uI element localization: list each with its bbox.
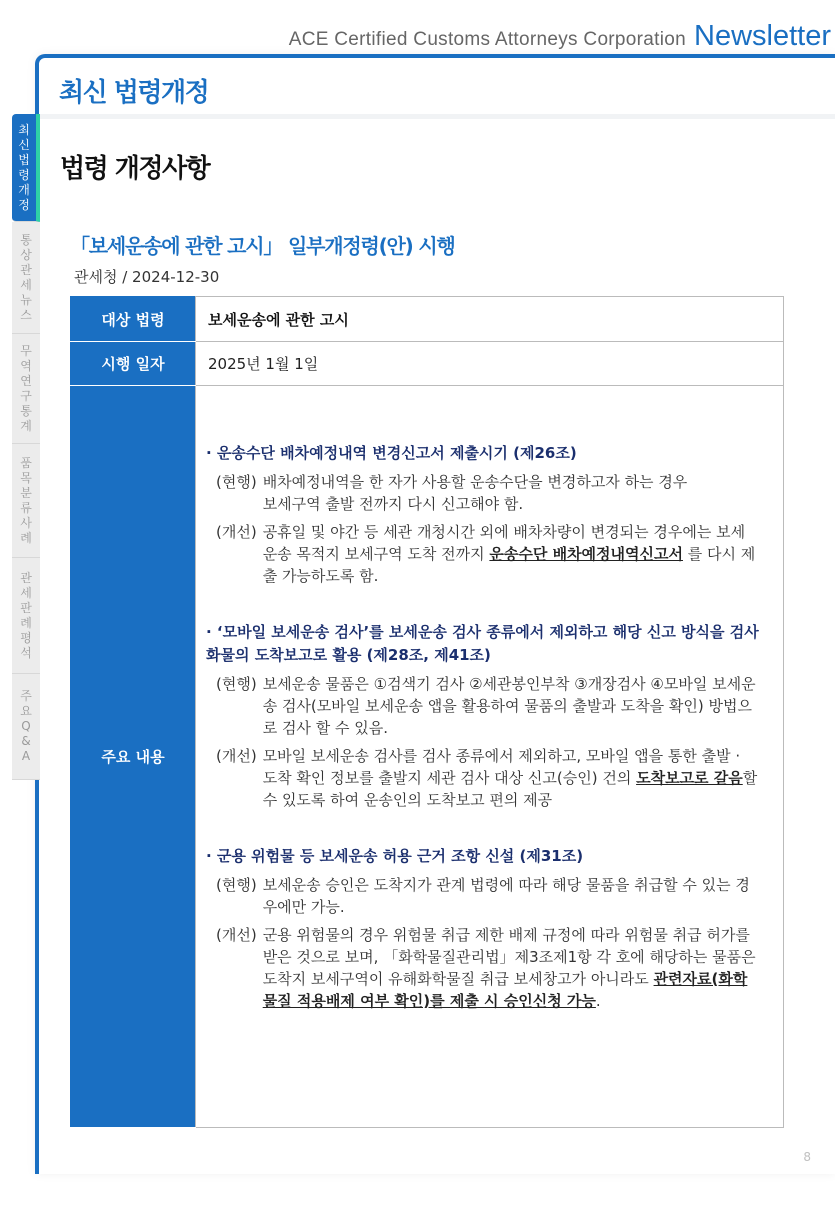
table-row xyxy=(71,342,784,386)
side-tab-label: 통상관세뉴스 xyxy=(20,232,32,322)
section-title: 최신 법령개정 xyxy=(59,78,209,108)
page-heading: 법령 개정사항 xyxy=(60,154,210,184)
rule-text: 배차예정내역을 한 자가 사용할 운송수단을 변경하고자 하는 경우 xyxy=(262,473,688,491)
side-tab-qna[interactable] xyxy=(12,674,40,780)
rule-text: 보세운송 승인은 도착지가 관계 법령에 따라 해당 물품을 취급할 수 있는 경우에만 가능. xyxy=(262,876,750,916)
rule-text: 군용 위험물의 경우 위험물 취급 제한 배제 규정에 따라 위험물 취급 허가를 받은 것으로 보며, 「화학물질관리법」제3조제1항 각 호에 해당하는 물품은 도착지 보세구역이 유해화학물질 취급 보세창고가 아니라도 xyxy=(262,926,756,988)
amendment-item xyxy=(206,442,759,587)
row-label: 시행 일자 xyxy=(71,342,196,386)
main-content-cell xyxy=(196,386,784,1128)
amendment-item-title: · ‘모바일 보세운송 검사’를 보세운송 검사 종류에서 제외하고 해당 신고 방식을 검사화물의 도착보고로 활용 (제28조, 제41조) xyxy=(206,623,759,664)
side-tab-case-review[interactable] xyxy=(12,558,40,674)
improved-tag: (개선) xyxy=(216,926,257,944)
emphasis-text: 도착보고로 갈음 xyxy=(636,769,743,787)
current-rule xyxy=(206,471,759,515)
side-tab-label: 주요Q&A xyxy=(20,689,32,763)
company-name: ACE Certified Customs Attorneys Corporation xyxy=(288,29,686,50)
improved-tag: (개선) xyxy=(216,523,257,541)
amendment-item xyxy=(206,845,759,1012)
improved-rule xyxy=(206,745,759,811)
side-tab-label: 최신법령개정 xyxy=(18,122,30,212)
table-row xyxy=(71,386,784,1128)
emphasis-text: 운송수단 배차예정내역신고서 xyxy=(489,545,683,563)
side-tab-label: 무역연구통계 xyxy=(20,343,32,433)
rule-text: 보세구역 출발 전까지 다시 신고해야 함. xyxy=(262,495,524,513)
improved-rule xyxy=(206,521,759,587)
amendment-table xyxy=(70,296,784,1128)
table-row xyxy=(71,297,784,342)
improved-tag: (개선) xyxy=(216,747,257,765)
amendment-item xyxy=(206,621,759,811)
row-label: 주요 내용 xyxy=(71,386,196,1128)
current-tag: (현행) xyxy=(216,876,257,894)
rule-text: 보세운송 물품은 ①검색기 검사 ②세관봉인부착 ③개장검사 ④모바일 보세운송 검사(모바일 보세운송 앱을 활용하여 물품의 출발과 도착을 확인) 방법으로 검사 할 수 있음. xyxy=(262,675,756,737)
side-tab-latest-law[interactable] xyxy=(12,114,40,222)
target-law-value: 보세운송에 관한 고시 xyxy=(196,297,784,342)
rule-text: 를 다시 제출 가능하도록 함. xyxy=(262,545,756,585)
side-tab-trade-research[interactable] xyxy=(12,334,40,444)
side-tab-nav xyxy=(12,114,40,780)
amendment-item-title: · 운송수단 배차예정내역 변경신고서 제출시기 (제26조) xyxy=(206,444,577,462)
page-number: 8 xyxy=(803,1150,811,1164)
newsletter-header xyxy=(289,20,831,56)
side-tab-label: 관세판례평석 xyxy=(20,570,32,660)
side-tab-label: 품목분류사례 xyxy=(20,455,32,545)
rule-text: . xyxy=(595,992,601,1010)
amendment-item-title: · 군용 위험물 등 보세운송 허용 근거 조항 신설 (제31조) xyxy=(206,847,584,865)
side-tab-classification[interactable] xyxy=(12,444,40,558)
current-rule xyxy=(206,874,759,918)
improved-rule xyxy=(206,924,759,1012)
notice-source: 관세청 / 2024-12-30 xyxy=(74,268,220,286)
effective-date-value: 2025년 1월 1일 xyxy=(196,342,784,386)
rule-text: 할 수 있도록 하여 운송인의 도착보고 편의 제공 xyxy=(262,769,758,809)
current-rule xyxy=(206,673,759,739)
current-tag: (현행) xyxy=(216,473,257,491)
newsletter-title: Newsletter xyxy=(694,20,831,52)
rule-text: 공휴일 및 야간 등 세관 개청시간 외에 배차차량이 변경되는 경우에는 보세운송 목적지 보세구역 도착 전까지 xyxy=(262,523,746,563)
row-label: 대상 법령 xyxy=(71,297,196,342)
notice-title: 「보세운송에 관한 고시」 일부개정령(안) 시행 xyxy=(70,234,455,258)
section-divider xyxy=(39,114,835,119)
current-tag: (현행) xyxy=(216,675,257,693)
side-tab-trade-news[interactable] xyxy=(12,222,40,334)
emphasis-text: 관련자료(화학물질 적용배제 여부 확인)를 제출 시 승인신청 가능 xyxy=(262,970,748,1010)
rule-text: 모바일 보세운송 검사를 검사 종류에서 제외하고, 모바일 앱을 통한 출발 · 도착 확인 정보를 출발지 세관 검사 대상 신고(승인) 건의 xyxy=(262,747,741,787)
